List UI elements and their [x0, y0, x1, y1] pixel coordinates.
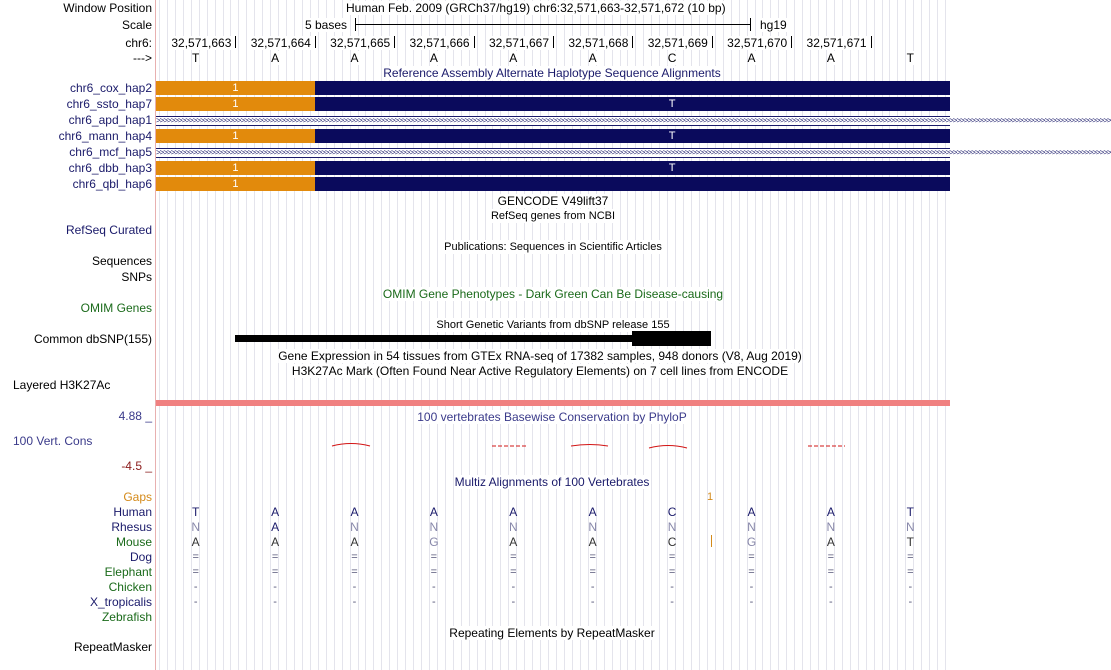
position-tick: [394, 36, 395, 48]
omim-label[interactable]: OMIM Genes: [80, 301, 152, 315]
hap-label-cox[interactable]: chr6_cox_hap2: [69, 81, 152, 95]
species-base: -: [829, 581, 833, 593]
gtex-title: Gene Expression in 54 tissues from GTEx RNA-seq of 17382 samples, 948 donors (V8, Aug 2019): [278, 349, 802, 363]
position-label: 32,571,669: [647, 36, 708, 50]
hap-alignment-navy[interactable]: [315, 161, 950, 175]
species-base: =: [430, 551, 438, 563]
dbsnp-label[interactable]: Common dbSNP(155): [33, 332, 152, 346]
species-base: =: [351, 551, 358, 563]
species-label-rhesus: Rhesus: [111, 520, 152, 534]
scale-text: 5 bases: [305, 18, 348, 32]
position-tick: [871, 36, 872, 48]
gencode-title: GENCODE V49lift37: [497, 194, 609, 208]
species-label-xtropicalis: X_tropicalis: [89, 595, 152, 609]
species-label-human: Human: [113, 505, 152, 519]
window-position-value: Human Feb. 2009 (GRCh37/hg19) chr6:32,571,663-32,571,672 (10 bp): [346, 1, 726, 15]
species-base: A: [271, 535, 280, 549]
position-label: 32,571,664: [250, 36, 311, 50]
position-tick: [553, 36, 554, 48]
hap-label-dbb[interactable]: chr6_dbb_hap3: [68, 161, 152, 175]
species-base: =: [907, 551, 914, 563]
species-base: -: [193, 596, 198, 608]
species-base: T: [906, 535, 914, 549]
species-base: -: [670, 596, 674, 608]
browser-track-area[interactable]: [156, 0, 1111, 670]
species-base: =: [271, 566, 279, 578]
scale-bar-left-tick: [355, 18, 356, 31]
refseq-label[interactable]: RefSeq Curated: [65, 223, 152, 237]
species-label-chicken: Chicken: [108, 580, 152, 594]
species-base: -: [511, 596, 516, 608]
hap-alignment-navy[interactable]: [315, 97, 950, 111]
species-base: A: [826, 535, 835, 549]
phylop-signal: [156, 438, 950, 454]
species-base: N: [508, 520, 518, 534]
species-label-elephant: Elephant: [104, 565, 152, 579]
hap-left-label: 1: [232, 178, 239, 190]
species-base: -: [273, 596, 277, 608]
species-label-dog: Dog: [129, 550, 152, 564]
hap-gap-hatch[interactable]: >>>>>>>>>>>>>>>>>>>>>>>>>>>>>>>>>>>>>>>>>>>>>>>>>>>>>>>>>>>>>>>>>>>>>>>>>>>>>>>>>>>>>>>>>>>>>>>>>>>>>>>>>>>>>>>>>>>>>>>>>>>>>>>>>>>>>>>>>>>>>>>>>>>>>>>>>>>>>>>>>>>>>>>>>>>>>>>>>>>>>>>>>>>>>>>>>>>>>>>>>>>>>>>>>>>>>>>>>>>>>>>>>>>>>>>>>>>>>>>>>>>>>>>>>>>>>>>>>>>>: [156, 116, 1111, 125]
species-base: N: [191, 520, 201, 534]
repeatmasker-label[interactable]: RepeatMasker: [73, 640, 152, 654]
phylop-max: 4.88 _: [118, 409, 152, 423]
position-label: 32,571,665: [330, 36, 391, 50]
hap-left-label: 1: [232, 130, 239, 142]
hap-left-label: 1: [232, 98, 239, 110]
species-base: =: [510, 551, 517, 563]
species-base: =: [748, 551, 755, 563]
species-base: =: [668, 551, 676, 563]
mouse-insertion-mark: [711, 535, 712, 547]
species-base: -: [590, 596, 595, 608]
hap-left-label: 1: [232, 82, 239, 94]
species-base: N: [429, 520, 439, 534]
gaps-marker: 1: [706, 491, 714, 503]
position-tick: [235, 36, 236, 48]
species-base: =: [907, 566, 914, 578]
position-label: 32,571,667: [488, 36, 549, 50]
species-base: -: [273, 581, 277, 593]
publications-title: Publications: Sequences in Scientific Articles: [444, 241, 662, 253]
reference-base: T: [906, 51, 914, 65]
species-base: A: [826, 505, 835, 519]
species-base: =: [827, 566, 835, 578]
species-base: A: [509, 505, 518, 519]
hap-alignment-navy[interactable]: [315, 129, 950, 143]
species-base: A: [747, 505, 756, 519]
hap-right-label: T: [668, 130, 676, 142]
phylop-min: -4.5 _: [121, 459, 152, 473]
position-tick: [791, 36, 792, 48]
species-base: A: [350, 535, 359, 549]
snps-label[interactable]: SNPs: [121, 270, 152, 284]
reference-base: T: [192, 51, 200, 65]
species-base: N: [588, 520, 598, 534]
species-base: =: [510, 566, 517, 578]
track-label-sidebar: [0, 0, 156, 670]
position-tick: [712, 36, 713, 48]
species-base: A: [191, 535, 200, 549]
reference-base: A: [271, 51, 280, 65]
species-base: A: [350, 505, 359, 519]
hap-left-label: 1: [232, 162, 239, 174]
species-base: =: [668, 566, 676, 578]
species-base: G: [746, 535, 757, 549]
position-tick: [315, 36, 316, 48]
reference-base: C: [667, 51, 677, 65]
species-base: =: [271, 551, 279, 563]
position-label: 32,571,668: [568, 36, 629, 50]
species-base: -: [590, 581, 595, 593]
scale-bar-right-tick: [750, 18, 751, 31]
scale-bar: [355, 24, 751, 25]
position-label: 32,571,670: [727, 36, 788, 50]
hap-gap-hatch[interactable]: >>>>>>>>>>>>>>>>>>>>>>>>>>>>>>>>>>>>>>>>>>>>>>>>>>>>>>>>>>>>>>>>>>>>>>>>>>>>>>>>>>>>>>>>>>>>>>>>>>>>>>>>>>>>>>>>>>>>>>>>>>>>>>>>>>>>>>>>>>>>>>>>>>>>>>>>>>>>>>>>>>>>>>>>>>>>>>>>>>>>>>>>>>>>>>>>>>>>>>>>>>>>>>>>>>>>>>>>>>>>>>>>>>>>>>>>>>>>>>>>>>>>>>>>>>>>>>>>>>>>: [156, 148, 1111, 157]
omim-title: OMIM Gene Phenotypes - Dark Green Can Be Disease-causing: [382, 287, 724, 301]
scale-label: Scale: [121, 18, 152, 32]
dbsnp-title: Short Genetic Variants from dbSNP release 155: [436, 319, 670, 331]
species-base: =: [351, 566, 358, 578]
species-base: A: [271, 520, 280, 534]
species-base: N: [905, 520, 915, 534]
hap-label-apd[interactable]: chr6_apd_hap1: [68, 113, 152, 127]
species-base: -: [193, 581, 198, 593]
alt-haplotypes-title: Reference Assembly Alternate Haplotype Sequence Alignments: [383, 66, 721, 80]
dbsnp-variant-bar[interactable]: [235, 335, 632, 342]
species-base: C: [667, 505, 677, 519]
species-base: -: [749, 581, 754, 593]
species-base: -: [908, 581, 913, 593]
hap-right-label: T: [668, 98, 676, 110]
species-base: T: [906, 505, 914, 519]
dbsnp-variant-block[interactable]: [632, 331, 711, 346]
position-label: 32,571,671: [806, 36, 867, 50]
phylop-title: 100 vertebrates Basewise Conservation by PhyloP: [417, 410, 687, 424]
species-base: -: [829, 596, 833, 608]
reference-base: A: [350, 51, 359, 65]
species-base: A: [509, 535, 518, 549]
species-base: -: [908, 596, 913, 608]
h3k27ac-label[interactable]: Layered H3K27Ac: [13, 378, 111, 392]
sequences-label[interactable]: Sequences: [91, 254, 152, 268]
reference-base: A: [747, 51, 756, 65]
reference-base: A: [588, 51, 597, 65]
chrom-label: chr6:: [125, 36, 152, 50]
species-base: =: [192, 551, 199, 563]
species-base: -: [352, 581, 357, 593]
window-position-label: Window Position: [63, 1, 152, 15]
species-base: =: [827, 551, 835, 563]
species-base: N: [667, 520, 677, 534]
hap-label-qbl[interactable]: chr6_qbl_hap6: [72, 177, 152, 191]
hap-label-ssto[interactable]: chr6_ssto_hap7: [66, 97, 152, 111]
repeatmasker-title: Repeating Elements by RepeatMasker: [449, 626, 655, 640]
position-label: 32,571,663: [171, 36, 232, 50]
species-base: =: [589, 566, 596, 578]
hap-alignment-navy[interactable]: [315, 81, 950, 95]
species-base: T: [192, 505, 200, 519]
reference-base: A: [509, 51, 518, 65]
species-base: G: [429, 535, 439, 549]
species-base: C: [667, 535, 677, 549]
species-base: -: [432, 596, 436, 608]
species-base: A: [588, 505, 597, 519]
gaps-label: Gaps: [123, 490, 152, 504]
assembly-label: hg19: [760, 18, 787, 32]
species-base: N: [747, 520, 756, 534]
species-base: N: [350, 520, 359, 534]
h3k27ac-signal: [156, 400, 950, 406]
hap-label-mcf[interactable]: chr6_mcf_hap5: [69, 145, 152, 159]
h3k27ac-title: H3K27Ac Mark (Often Found Near Active Regulatory Elements) on 7 cell lines from ENCODE: [291, 364, 789, 378]
position-tick: [632, 36, 633, 48]
species-label-mouse: Mouse: [115, 535, 152, 549]
reference-base: A: [826, 51, 835, 65]
species-base: =: [430, 566, 438, 578]
species-base: -: [670, 581, 674, 593]
species-base: =: [589, 551, 596, 563]
species-base: -: [432, 581, 436, 593]
species-base: -: [749, 596, 754, 608]
species-base: A: [271, 505, 280, 519]
phylop-label[interactable]: 100 Vert. Cons: [13, 434, 93, 448]
strand-label: --->: [133, 51, 152, 65]
species-base: A: [429, 505, 438, 519]
species-base: =: [192, 566, 199, 578]
species-base: A: [588, 535, 597, 549]
position-tick: [474, 36, 475, 48]
refseq-subtitle: RefSeq genes from NCBI: [490, 210, 616, 222]
hap-alignment-navy[interactable]: [315, 177, 950, 191]
position-label: 32,571,666: [409, 36, 470, 50]
hap-label-mann[interactable]: chr6_mann_hap4: [58, 129, 152, 143]
species-base: =: [748, 566, 755, 578]
species-label-zebrafish: Zebrafish: [101, 610, 152, 624]
species-base: -: [511, 581, 516, 593]
species-base: N: [826, 520, 836, 534]
multiz-title: Multiz Alignments of 100 Vertebrates: [454, 475, 650, 489]
hap-right-label: T: [668, 162, 676, 174]
species-base: -: [352, 596, 357, 608]
reference-base: A: [429, 51, 438, 65]
